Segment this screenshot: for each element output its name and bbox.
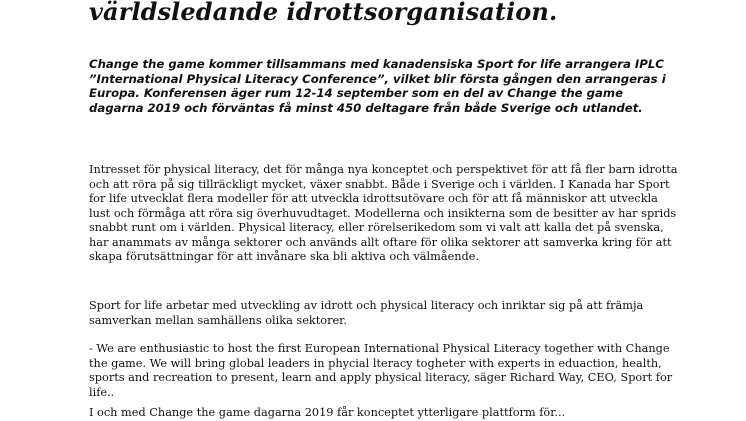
article-paragraph: - We are enthusiastic to host the first European International Physical Literacy together with Change the game. We will bring global leaders in phycial lteracy togheter with experts in eduaction, health, sports and recreation to present, learn and apply physical literacy, säger Richard Way, CEO, Sport for life.. (89, 342, 673, 399)
article-paragraph: Intresset för physical literacy, det för många nya konceptet och perspektivet för att få fler barn idrotta och att röra på sig tillräckligt mycket, växer snabbt. Både i Sverige och i världen. I Kanada har Sport for life utvecklat flera modeller för att utveckla idrottsutövare och för att få människor att utveckla lust och förmåga att röra sig överhuvudtaget. Modellerna och insikterna som de besitter av har sprids snabbt runt om i världen. Physical literacy, eller rörelserikedom som vi valt att kalla det på svenska, har anammats av många sektorer och används allt oftare för olika sektorer att samverka kring för att skapa förutsättningar för att invånare ska bli aktiva och välmående. (89, 163, 678, 263)
article-lead: Change the game kommer tillsammans med kanadensiska Sport for life arrangera IPLC ”International Physical Literacy Conference”, vilket blir första gången den arrangeras i Europa. Konferensen äger rum 12-14 september som en del av Change the game dagarna 2019 och förväntas få minst 450 deltagare från både Sverige och utlandet. (89, 57, 666, 115)
article-paragraph: Sport for life arbetar med utveckling av idrott och physical literacy och inriktar sig på att främja samverkan mellan samhällens olika sektorer. (89, 299, 644, 327)
article-headline: världsledande idrottsorganisation. (89, 0, 558, 26)
article-paragraph: I och med Change the game dagarna 2019 får konceptet ytterligare plattform för... (89, 406, 566, 419)
